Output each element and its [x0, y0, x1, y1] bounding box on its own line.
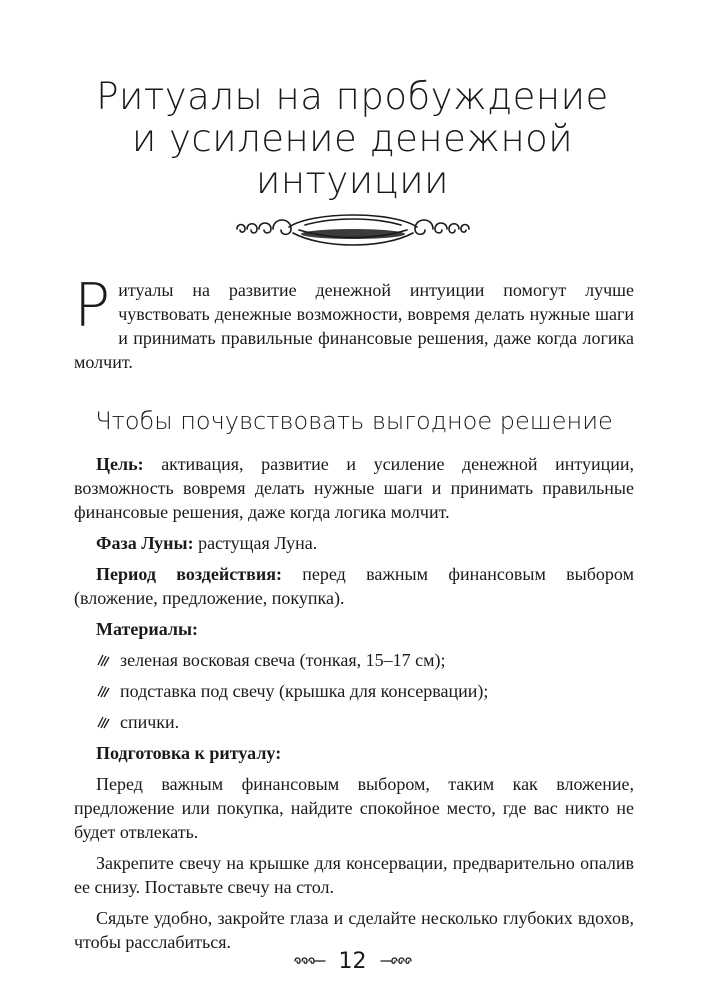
chapter-title [60, 76, 645, 202]
list-item [74, 679, 634, 703]
material-item-2: подставка под свечу (крышка для консервации); [120, 681, 489, 701]
goal-label: Цель: [96, 454, 144, 474]
curl-ornament-icon [293, 954, 327, 968]
chapter-title-line-3: интуиции [255, 159, 450, 202]
moon-paragraph [74, 531, 634, 555]
period-label: Период воздействия: [96, 564, 282, 584]
prep-paragraph-2: Закрепите свечу на крышке для консервации, предварительно опалив ее снизу. Поставьте свечу на стол. [74, 853, 634, 897]
material-item-1: зеленая восковая свеча (тонкая, 15–17 см); [120, 650, 446, 670]
materials-label: Материалы: [96, 619, 199, 639]
chapter-title-line-1: Ритуалы на пробуждение [96, 75, 609, 118]
intro-paragraph [74, 271, 634, 374]
page-number: 12 [338, 948, 367, 974]
period-paragraph [74, 562, 634, 610]
list-item [74, 710, 634, 734]
intro-text: итуалы на развитие денежной интуиции помогут лучше чувствовать денежные возможности, вовремя делать нужные шаги и принимать правильные финансовые решения, даже когда логика молчит. [74, 280, 634, 372]
page-footer [0, 946, 705, 976]
prep-label: Подготовка к ритуалу: [96, 743, 282, 763]
period-text: перед важным финансовым выбором (вложение, предложение, покупка). [74, 564, 634, 608]
hatched-diamond-bullet-icon [96, 715, 110, 729]
flourish-ornament-icon [233, 205, 473, 251]
list-item [74, 648, 634, 672]
curl-ornament-icon [379, 954, 413, 968]
hatched-diamond-bullet-icon [96, 653, 110, 667]
goal-text: активация, развитие и усиление денежной интуиции, возможность вовремя делать нужные шаги и принимать правильные финансовые решения, даже когда логика молчит. [74, 454, 634, 522]
material-item-3: спички. [120, 712, 180, 732]
prep-paragraph-3: Сядьте удобно, закройте глаза и сделайте несколько глубоких вдохов, чтобы расслабиться. [74, 908, 634, 952]
hatched-diamond-bullet-icon [96, 684, 110, 698]
moon-text: растущая Луна. [193, 533, 318, 553]
goal-paragraph [74, 452, 634, 524]
ritual-body [74, 452, 634, 961]
section-title: Чтобы почувствовать выгодное решение [95, 407, 613, 435]
chapter-title-line-2: и усиление денежной [131, 117, 574, 160]
moon-label: Фаза Луны: [96, 533, 194, 553]
prep-paragraph-1: Перед важным финансовым выбором, таким как вложение, предложение или покупка, найдите спокойное место, где вас никто не будет отвлекать. [74, 774, 634, 842]
drop-cap: Р [74, 271, 111, 341]
